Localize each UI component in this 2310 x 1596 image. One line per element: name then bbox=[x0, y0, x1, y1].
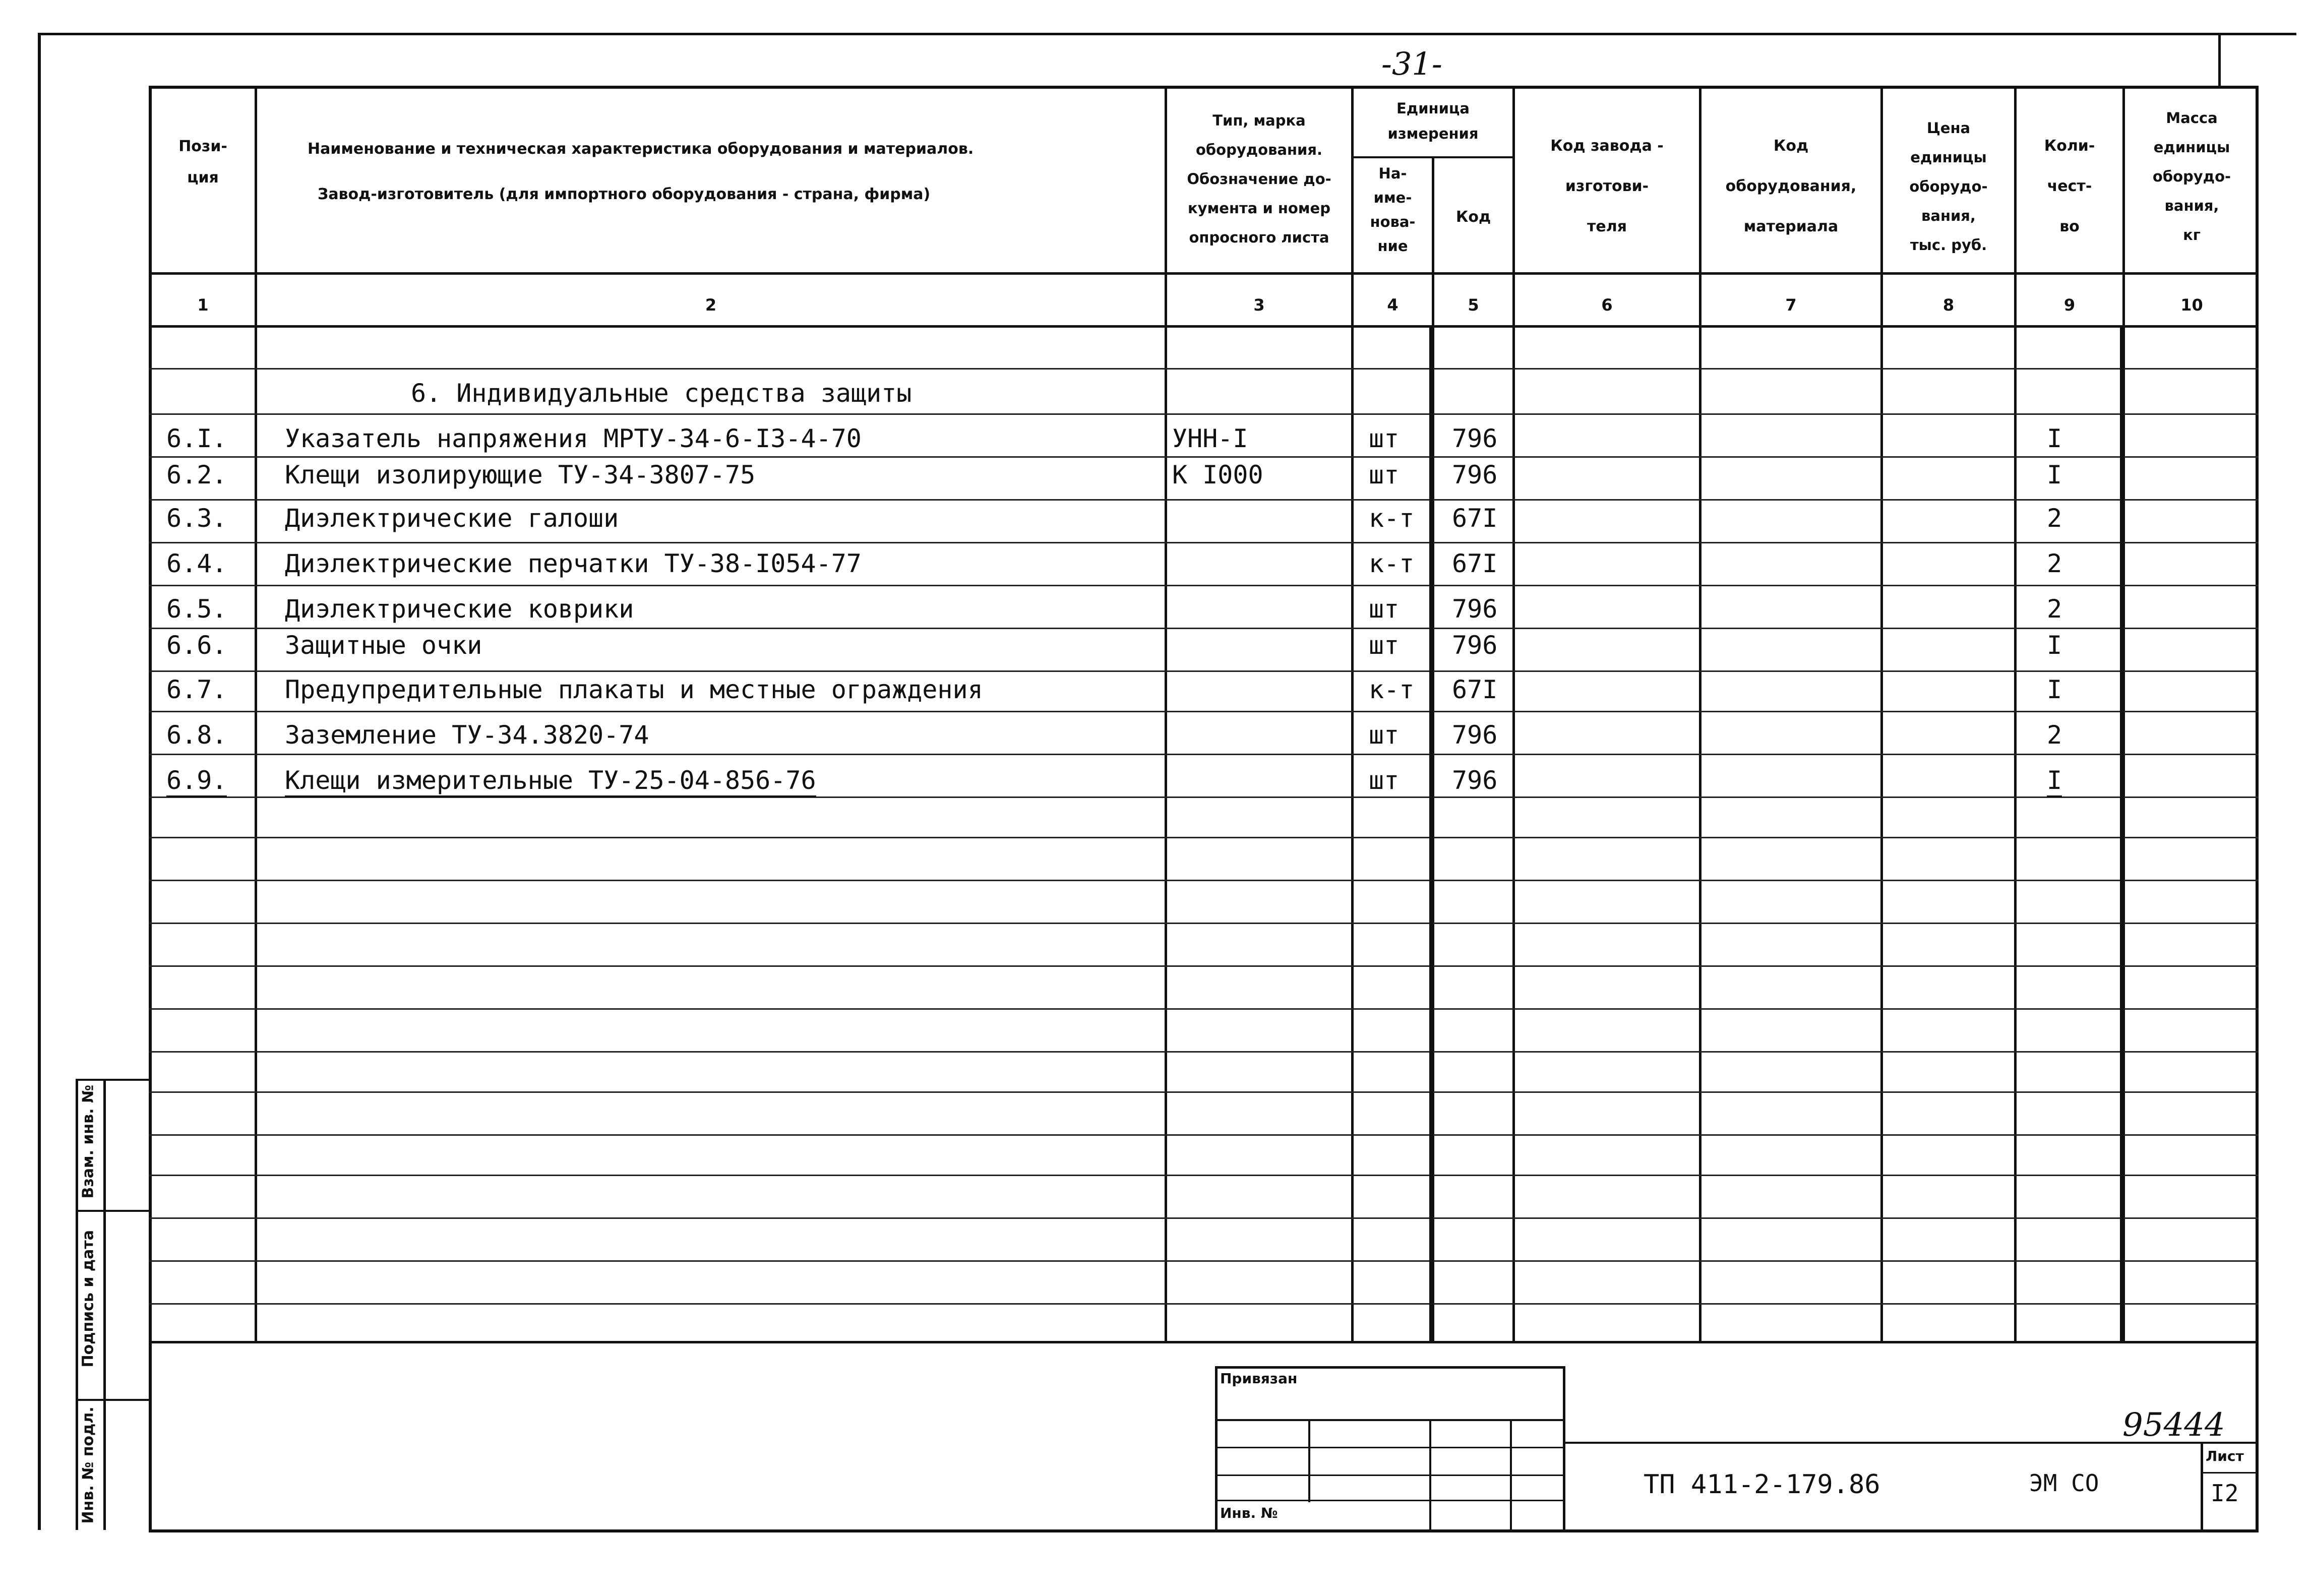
row-line bbox=[149, 1008, 2259, 1010]
row-line bbox=[149, 499, 2259, 501]
row-line bbox=[149, 413, 2259, 415]
row-position: 6.4. bbox=[166, 549, 227, 578]
colnum-5: 5 bbox=[1468, 295, 1479, 315]
unit-group-divider bbox=[1351, 156, 1512, 158]
row-line bbox=[149, 628, 2259, 629]
row-line bbox=[149, 880, 2259, 881]
header-bottom-line bbox=[149, 272, 2259, 275]
colnum-4: 4 bbox=[1387, 295, 1399, 315]
row-unit: шт bbox=[1369, 631, 1400, 660]
row-quantity: I bbox=[2047, 460, 2062, 489]
row-unit: к-т bbox=[1369, 549, 1415, 578]
row-line bbox=[149, 754, 2259, 755]
colnum-3: 3 bbox=[1253, 295, 1265, 315]
row-unit: шт bbox=[1369, 594, 1400, 624]
archive-number: 95444 bbox=[2122, 1406, 2225, 1444]
stamp-line bbox=[1215, 1447, 1565, 1448]
row-line bbox=[149, 923, 2259, 924]
row-type: К I000 bbox=[1172, 460, 1263, 489]
row-unit-code: 796 bbox=[1452, 594, 1498, 624]
colnum-8: 8 bbox=[1942, 295, 1955, 315]
row-quantity: I bbox=[2047, 765, 2062, 797]
row-position: 6.3. bbox=[166, 504, 227, 533]
privyazan-label: Привязан bbox=[1220, 1370, 1298, 1387]
inv-no-label: Инв. № bbox=[1220, 1505, 1278, 1521]
row-name: Клещи изолирующие ТУ-34-3807-75 bbox=[285, 460, 756, 489]
side-label-vzam: Взам. инв. № bbox=[79, 1084, 97, 1199]
row-unit-code: 67I bbox=[1452, 549, 1498, 578]
stamp-line bbox=[1215, 1475, 1565, 1476]
colnum-6: 6 bbox=[1601, 295, 1613, 315]
row-unit-code: 796 bbox=[1452, 720, 1498, 750]
row-unit: шт bbox=[1369, 460, 1400, 489]
row-quantity: 2 bbox=[2047, 720, 2062, 750]
row-unit-code: 67I bbox=[1452, 675, 1498, 704]
colnum-7: 7 bbox=[1785, 295, 1797, 315]
header-mass: Масса единицы оборудо- вания, кг bbox=[2152, 109, 2231, 243]
row-unit-code: 796 bbox=[1452, 631, 1498, 660]
header-unit-group: Единица измерения bbox=[1387, 100, 1479, 142]
row-unit: к-т bbox=[1369, 504, 1415, 533]
row-unit: шт bbox=[1369, 720, 1400, 750]
row-name: Предупредительные плакаты и местные ограждения bbox=[285, 675, 983, 704]
row-line bbox=[149, 670, 2259, 672]
row-type: УНН-I bbox=[1172, 424, 1248, 453]
row-unit: шт bbox=[1369, 424, 1400, 453]
row-position: 6.5. bbox=[166, 594, 227, 624]
colnum-1: 1 bbox=[197, 295, 209, 315]
row-line bbox=[149, 456, 2259, 458]
row-line bbox=[149, 1051, 2259, 1053]
side-strip-rule bbox=[76, 1210, 151, 1212]
row-unit-code: 796 bbox=[1452, 460, 1498, 489]
doc-code: ТП 411-2-179.86 bbox=[1644, 1469, 1880, 1500]
frame-notch bbox=[2218, 33, 2221, 88]
table-bottom-line bbox=[149, 1341, 2259, 1343]
side-strip-line bbox=[103, 1079, 106, 1530]
row-line bbox=[149, 542, 2259, 543]
row-name: Диэлектрические коврики bbox=[285, 594, 634, 624]
row-line bbox=[149, 965, 2259, 967]
row-name: Заземление ТУ-34.3820-74 bbox=[285, 720, 649, 750]
colnum-2: 2 bbox=[705, 295, 717, 315]
row-unit: к-т bbox=[1369, 675, 1415, 704]
side-strip-rule bbox=[76, 1079, 151, 1081]
header-unit-name: На- име- нова- ние bbox=[1370, 165, 1416, 255]
side-strip-rule bbox=[76, 1399, 151, 1401]
row-line bbox=[149, 368, 2259, 370]
stamp-vline bbox=[1510, 1419, 1512, 1530]
row-name: Указатель напряжения МРТУ-34-6-I3-4-70 bbox=[285, 424, 862, 453]
row-unit-code: 796 bbox=[1452, 424, 1498, 453]
colnum-10: 10 bbox=[2180, 295, 2203, 315]
header-equipment-code: Код оборудования, материала bbox=[1725, 137, 1857, 235]
row-line bbox=[149, 837, 2259, 838]
stamp-line bbox=[1215, 1419, 1565, 1421]
row-name: Диэлектрические перчатки ТУ-38-I054-77 bbox=[285, 549, 862, 578]
colnum-9: 9 bbox=[2063, 295, 2076, 315]
row-position: 6.7. bbox=[166, 675, 227, 704]
sheet-label-line bbox=[2201, 1472, 2259, 1474]
row-name: Защитные очки bbox=[285, 631, 482, 660]
header-price: Цена единицы оборудо- вания, тыс. руб. bbox=[1909, 119, 1988, 254]
code-column-border bbox=[1429, 328, 1433, 1341]
row-position: 6.6. bbox=[166, 631, 227, 660]
row-quantity: 2 bbox=[2047, 594, 2062, 624]
header-name-line2: Завод-изготовитель (для импортного оборудования - страна, фирма) bbox=[318, 186, 931, 203]
row-line bbox=[149, 1134, 2259, 1136]
row-position: 6.I. bbox=[166, 424, 227, 453]
stamp-vline bbox=[1429, 1419, 1431, 1530]
row-quantity: I bbox=[2047, 424, 2062, 453]
row-line bbox=[149, 1217, 2259, 1219]
qty-column-border bbox=[2120, 328, 2124, 1341]
side-label-podpis: Подпись и дата bbox=[79, 1230, 97, 1368]
row-unit-code: 796 bbox=[1452, 766, 1498, 795]
row-position: 6.8. bbox=[166, 720, 227, 750]
sheet-number: I2 bbox=[2211, 1480, 2239, 1507]
row-name: Клещи измерительные ТУ-25-04-856-76 bbox=[285, 765, 816, 797]
header-unit-code: Код bbox=[1455, 208, 1491, 226]
header-name-line1: Наименование и техническая характеристика оборудования и материалов. bbox=[308, 140, 974, 158]
row-quantity: 2 bbox=[2047, 504, 2062, 533]
row-quantity: I bbox=[2047, 631, 2062, 660]
row-line bbox=[149, 585, 2259, 586]
row-position: 6.9. bbox=[166, 765, 227, 797]
row-line bbox=[149, 1091, 2259, 1093]
stamp-vline bbox=[1308, 1419, 1310, 1502]
row-quantity: I bbox=[2047, 675, 2062, 704]
row-line bbox=[149, 1260, 2259, 1262]
row-position: 6.2. bbox=[166, 460, 227, 489]
section-title: 6. Индивидуальные средства защиты bbox=[411, 379, 912, 408]
header-factory-code: Код завода - изготови- теля bbox=[1550, 137, 1664, 235]
row-unit: шт bbox=[1369, 766, 1400, 795]
doc-mark: ЭМ СО bbox=[2029, 1469, 2099, 1497]
row-line bbox=[149, 711, 2259, 712]
header-type: Тип, марка оборудования. Обозначение до- кумента и номер опросного листа bbox=[1187, 112, 1331, 246]
side-strip-line bbox=[76, 1079, 78, 1530]
row-unit-code: 67I bbox=[1452, 504, 1498, 533]
row-line bbox=[149, 1175, 2259, 1176]
row-quantity: 2 bbox=[2047, 549, 2062, 578]
header-quantity: Коли- чест- во bbox=[2044, 137, 2095, 235]
sheet-label: Лист bbox=[2206, 1448, 2244, 1464]
side-label-inv: Инв. № подл. bbox=[79, 1406, 97, 1524]
stamp-line bbox=[1215, 1500, 1565, 1501]
page-number: -31- bbox=[1381, 45, 1442, 82]
row-line bbox=[149, 1303, 2259, 1305]
titleblock-vline bbox=[2201, 1442, 2203, 1530]
header-position: Пози- ция bbox=[178, 138, 227, 187]
row-name: Диэлектрические галоши bbox=[285, 504, 619, 533]
